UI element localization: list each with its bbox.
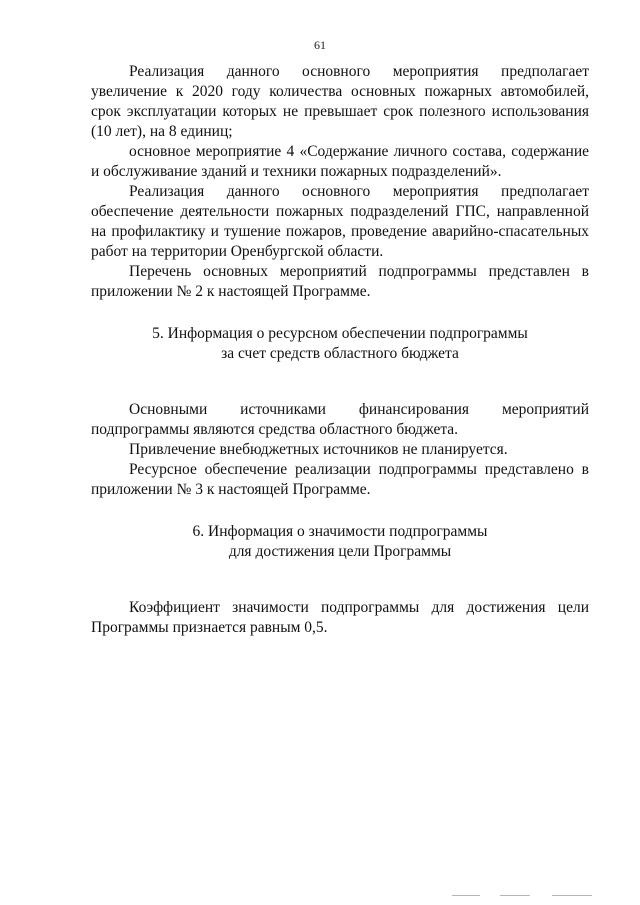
scan-edge-marks	[452, 895, 592, 899]
spacer	[91, 500, 589, 522]
paragraph: Основными источниками финансирования мероприятий подпрограммы являются средства областного бюджета.	[91, 401, 589, 438]
paragraph: Реализация данного основного мероприятия предполагает обеспечение деятельности пожарных подразделений ГПС, направленной на профилактику и тушение пожаров, проведение аварийно-спасательных работ на территории Оренбургской области.	[91, 183, 589, 260]
section-5-heading-line2: за счет средств областного бюджета	[221, 345, 459, 362]
page-number: 61	[314, 38, 326, 52]
section-5-heading-line1: 5. Информация о ресурсном обеспечении подпрограммы	[152, 325, 528, 342]
section-5-heading	[91, 324, 589, 364]
scan-mark	[500, 895, 530, 896]
paragraph: Привлечение внебюджетных источников не планируется.	[129, 441, 508, 458]
scan-mark	[452, 895, 480, 896]
spacer	[91, 364, 589, 400]
spacer	[91, 562, 589, 598]
paragraph: Ресурсное обеспечение реализации подпрограммы представлено в приложении № 3 к настоящей Программе.	[91, 461, 589, 498]
paragraph: Перечень основных мероприятий подпрограммы представлен в приложении № 2 к настоящей Программе.	[91, 263, 589, 300]
paragraph: Коэффициент значимости подпрограммы для достижения цели Программы признается равным 0,5.	[91, 599, 589, 636]
paragraph: основное мероприятие 4 «Содержание личного состава, содержание и обслуживание зданий и техники пожарных подразделений».	[91, 143, 589, 180]
paragraph: Реализация данного основного мероприятия предполагает увеличение к 2020 году количества основных пожарных автомобилей, срок эксплуатации которых не превышает срок полезного использования (10 лет), на 8 единиц;	[91, 63, 589, 140]
section-6-heading-line1: 6. Информация о значимости подпрограммы	[192, 523, 488, 540]
section-6-heading	[91, 522, 589, 562]
spacer	[91, 302, 589, 324]
section-6-heading-line2: для достижения цели Программы	[228, 543, 452, 560]
scan-mark	[552, 895, 592, 896]
document-body	[91, 62, 589, 638]
